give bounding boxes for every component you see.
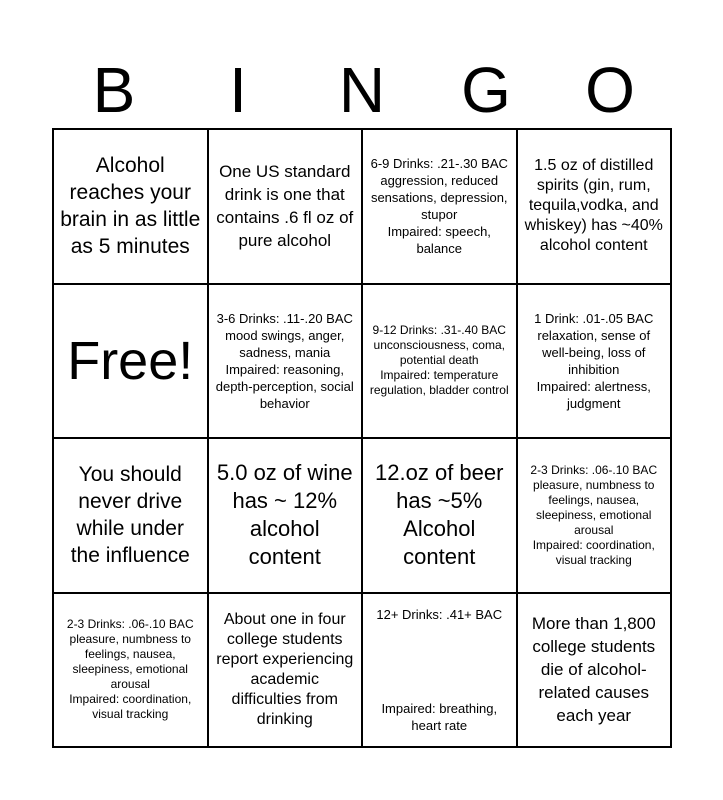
bingo-cell[interactable]: You should never drive while under the influence bbox=[54, 439, 209, 594]
header-letter-n: N bbox=[338, 54, 386, 126]
bingo-cell[interactable]: 1.5 oz of distilled spirits (gin, rum, tequila,vodka, and whiskey) has ~40% alcohol content bbox=[518, 130, 673, 285]
bingo-cell[interactable]: 6-9 Drinks: .21-.30 BAC aggression, reduced sensations, depression, stupor Impaired: speech, balance bbox=[363, 130, 518, 285]
bingo-cell[interactable]: One US standard drink is one that contains .6 fl oz of pure alcohol bbox=[209, 130, 364, 285]
bingo-cell[interactable]: 12.oz of beer has ~5% Alcohol content bbox=[363, 439, 518, 594]
cell-drinks-text: 12+ Drinks: .41+ BAC bbox=[376, 606, 503, 622]
bingo-cell[interactable]: 5.0 oz of wine has ~ 12% alcohol content bbox=[209, 439, 364, 594]
bingo-cell[interactable]: More than 1,800 college students die of alcohol-related causes each year bbox=[518, 594, 673, 749]
header-letter-i: I bbox=[229, 54, 247, 126]
bingo-cell[interactable]: 2-3 Drinks: .06-.10 BAC pleasure, numbness to feelings, nausea, sleepiness, emotional arousal Impaired: coordination, visual tracking bbox=[518, 439, 673, 594]
bingo-cell[interactable]: About one in four college students report experiencing academic difficulties from drinking bbox=[209, 594, 364, 749]
header-letter-g: G bbox=[461, 54, 511, 126]
bingo-cell[interactable] bbox=[363, 594, 518, 749]
bingo-cell[interactable]: Alcohol reaches your brain in as little as 5 minutes bbox=[54, 130, 209, 285]
bingo-header bbox=[52, 52, 672, 128]
header-letter-b: B bbox=[92, 54, 136, 126]
bingo-cell[interactable]: 2-3 Drinks: .06-.10 BAC pleasure, numbness to feelings, nausea, sleepiness, emotional arousal Impaired: coordination, visual tracking bbox=[54, 594, 209, 749]
bingo-cell[interactable]: 3-6 Drinks: .11-.20 BAC mood swings, anger, sadness, mania Impaired: reasoning, depth-perception, social behavior bbox=[209, 285, 364, 440]
bingo-cell[interactable]: 1 Drink: .01-.05 BAC relaxation, sense of well-being, loss of inhibition Impaired: alertness, judgment bbox=[518, 285, 673, 440]
header-letter-o: O bbox=[585, 54, 635, 126]
bingo-cell[interactable]: 9-12 Drinks: .31-.40 BAC unconsciousness, coma, potential death Impaired: temperature regulation, bladder control bbox=[363, 285, 518, 440]
bingo-board bbox=[52, 128, 672, 748]
free-space-cell[interactable]: Free! bbox=[54, 285, 209, 440]
cell-impaired-text: Impaired: breathing, heart rate bbox=[381, 701, 498, 733]
